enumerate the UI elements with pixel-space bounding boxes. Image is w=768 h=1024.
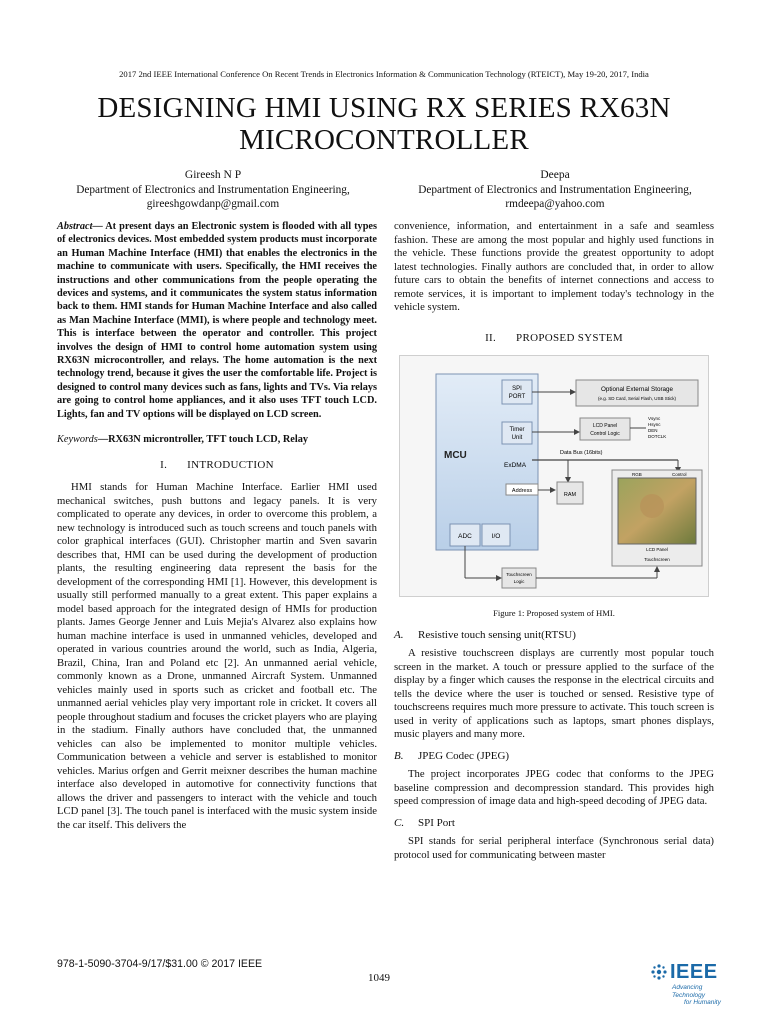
dotclk-label: DOTCLK — [648, 434, 667, 439]
control-label: Control — [672, 472, 687, 477]
right-column — [394, 220, 714, 862]
section-heading-introduction — [57, 459, 377, 473]
lcd-panel-label: LCD Panel — [646, 547, 668, 552]
subsection-letter: B. — [394, 749, 404, 762]
den-label: DEN — [648, 428, 658, 433]
spi-label: SPI — [512, 386, 522, 392]
ts-logic-label-1: Touchscreen — [506, 572, 532, 577]
ieee-tagline-2: for Humanity — [684, 999, 721, 1006]
subsection-title: JPEG Codec (JPEG) — [418, 749, 510, 762]
paper-title — [40, 92, 728, 156]
subsection-letter: A. — [394, 628, 404, 641]
rgb-label: RGB — [632, 472, 642, 477]
port-label: PORT — [508, 394, 526, 400]
subsection-title: SPI Port — [418, 816, 455, 829]
author-name: Deepa — [540, 169, 570, 181]
page-number: 1049 — [368, 972, 390, 984]
author-block-1 — [48, 168, 378, 212]
abstract-lead: Abstract— — [57, 221, 103, 232]
storage-label: Optional External Storage — [600, 386, 674, 393]
data-bus-label: Data Bus (16bits) — [560, 450, 603, 456]
author-block-2 — [390, 168, 720, 212]
ram-label: RAM — [563, 492, 577, 498]
ieee-logo — [650, 961, 730, 1007]
subsection-title: Resistive touch sensing unit(RTSU) — [418, 628, 576, 641]
mcu-label: MCU — [444, 450, 467, 461]
subsection-letter: C. — [394, 816, 405, 829]
subsection-heading-a — [394, 629, 714, 643]
figure-caption: Figure 1: Proposed system of HMI. — [493, 608, 615, 618]
subsection-heading-c — [394, 817, 714, 831]
section-number: II. — [485, 331, 497, 344]
continuation-paragraph: convenience, information, and entertainment in a safe and seamless fashion. These are among the most popular and highly used functions in the vehicle. These functions provide the greatest opportunity to adopt latest technologies. Finally authors are concluded that, in order to allow future cars to obtain the benefits of internet connections and access to remote services, it is important to implement today's technology in the vehicle system. — [394, 220, 714, 313]
touchscreen-label: Touchscreen — [644, 557, 670, 562]
conference-header: 2017 2nd IEEE International Conference On Recent Trends in Electronics Information & Communication Technology (RTEICT), May 19-20, 2017, India — [119, 69, 649, 79]
keywords-lead: Keywords — [57, 434, 98, 446]
lcd-ctrl-label-2: Control Logic — [590, 431, 620, 437]
left-column — [57, 220, 377, 832]
ts-logic-label-2: Logic — [513, 579, 525, 584]
keywords — [57, 433, 377, 447]
lcd-image-subject — [640, 494, 664, 518]
keywords-text: —RX63N microntroller, TFT touch LCD, Relay — [97, 434, 309, 446]
title-line-2: MICROCONTROLLER — [239, 124, 529, 156]
storage-sub-label: (e.g. SD Card, Serial Flash, USB Stick) — [597, 396, 677, 401]
lcd-ctrl-label-1: LCD Panel — [592, 423, 618, 429]
unit-label: Unit — [511, 435, 523, 441]
author-email: gireeshgowdanp@gmail.com — [146, 198, 280, 210]
hsync-label: Hsync — [648, 422, 661, 427]
timer-label: Timer — [509, 427, 525, 433]
subsection-c-paragraph: SPI stands for serial peripheral interface (Synchronous serial data) protocol used for communicating between master — [394, 835, 714, 861]
section-heading-proposed-system — [394, 332, 714, 346]
section-title: INTRODUCTION — [187, 458, 274, 471]
author-affiliation: Department of Electronics and Instrumentation Engineering, — [76, 183, 350, 196]
title-line-1: DESIGNING HMI USING RX SERIES RX63N — [97, 92, 671, 124]
abstract — [57, 220, 377, 421]
address-label: Address — [511, 488, 533, 494]
introduction-paragraph: HMI stands for Human Machine Interface. Earlier HMI used mechanical switches, push buttons and legacy panels. It is very complicated to operate any devices, in order to overcome this problem, a new technology is introduced such as touch screens and touch panels with color graphical interfaces (GUI). Christopher martin and Sven savarin describes that, HMI can be used during the development of production plants, the resulting engineering data represent the basis for the development of the corresponding HMI [1]. However, this development is usually still performed manually to a great extent. This paper explains a model based approach for the integrated design of HMIs for production plants. James George Jenner and Luis Mejia's Alvarez also explains how human machine interface is used in unmanned vehicles, developed and operated in various countries around the world, such as India, Algeria, Brazil, China, Iran and Poland etc [2]. An unmanned aerial vehicle, commonly known as a Drone, unmanned Aircraft System. Unmanned vehicles mainly used in sports such as cricket and football etc. The unmanned aerial vehicles play very important role in cricket. It covers all people throughout stadium and focuses the cricket players who are playing in the stadium. Finally authors have concluded that, the unmanned vehicles can also be implemented to monitor multiple vehicles. Communication between a vehicle and server is established to monitor vehicles. Marius orfgen and Gerrit meixner describes the human machine interface also developed in automotive for connectivity functions that allows the driver and passengers to interact with the vehicle and touch LCD panel [3]. The touch panel is interfaced with the music system inside the car itself. This delivers the — [57, 481, 377, 831]
spi-port-block — [502, 380, 532, 404]
diagram-svg — [400, 356, 708, 596]
section-number: I. — [160, 458, 168, 471]
adc-label: ADC — [458, 533, 472, 540]
abstract-text: At present days an Electronic system is flooded with all types of electronics devices. Most embedded system products must incorporate an Human Machine Interface (HMI) that enables the electronics in the machine to communicate with users. Specifically, the HMI receives the instructions and other communications from the people operating the devices and systems, and it communicates the system status information back to them. HMI stands for Human Machine Interface and also called as Man Machine Interface (MMI), is where people and technology meet. This is interface between the operator and controller. This project involves the design of HMI to control home automation system using RX63N microcontroller, and relays. The home automation is the next technology trend, because it gives the user the comfortable life. Project is designed to control many devices such as fans, lights and TVs. Via relays are going to control home appliances, and it also uses TFT touch LCD. Lights, fan and TV options will be displayed on LCD screen. — [57, 221, 377, 420]
ieee-tagline-1: Advancing Technology — [672, 984, 706, 999]
section-title: PROPOSED SYSTEM — [516, 331, 623, 344]
io-label: I/O — [491, 533, 501, 540]
author-affiliation: Department of Electronics and Instrumentation Engineering, — [418, 183, 692, 196]
vsync-label: Vsync — [648, 416, 661, 421]
exdma-label: ExDMA — [504, 462, 527, 469]
subsection-a-paragraph: A resistive touchscreen displays are currently most popular touch screen in the market. A touch or pressure applied to the surface of the display by a finger which causes the response in the electrical circuits and tells the device where the user is touched or sensed. Resistive type of touchscreens requires much more pressure to activate. This touch screen is used in verity of applications such as laptops, smart phones displays, music players and many more. — [394, 647, 714, 740]
copyright-footer: 978-1-5090-3704-9/17/$31.00 © 2017 IEEE — [57, 958, 263, 970]
subsection-b-paragraph: The project incorporates JPEG codec that conforms to the JPEG baseline compression and decompression standard. This provides high speed compression of image data and high-speed decoding of JPEG data. — [394, 768, 714, 807]
ieee-wordmark: IEEE — [670, 961, 718, 983]
system-block-diagram — [399, 355, 709, 597]
author-name: Gireesh N P — [184, 169, 242, 181]
author-email: rmdeepa@yahoo.com — [505, 198, 605, 210]
ieee-logo-icon — [650, 963, 668, 981]
external-storage-block — [576, 380, 698, 406]
subsection-heading-b — [394, 750, 714, 764]
touchscreen-logic-block — [502, 568, 536, 588]
